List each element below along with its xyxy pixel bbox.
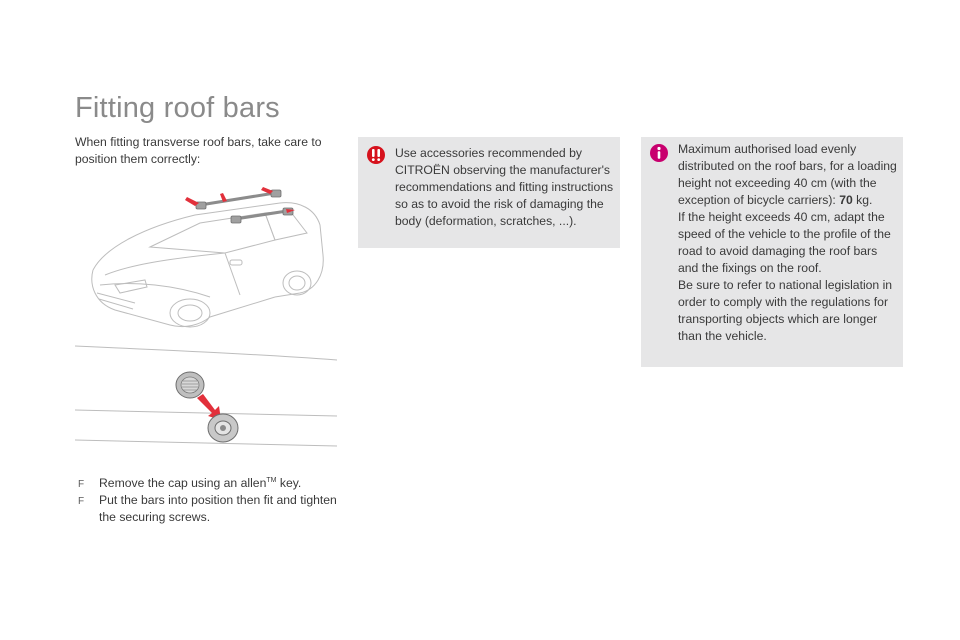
intro-text: When fitting transverse roof bars, take care to position them correctly: [75, 135, 322, 166]
info-paragraph-speed: If the height exceeds 40 cm, adapt the speed of the vehicle to the profile of the road to avoid damaging the roof bars and the fixings on the roof. [678, 210, 891, 275]
warning-text: Use accessories recommended by CITROËN observing the manufacturer's recommendations and fitting instructions so as to avoid the risk of damaging the body (deformation, scratches, ...). [395, 146, 614, 228]
info-paragraph-load [678, 141, 897, 209]
step-item [75, 492, 340, 526]
trademark-superscript: TM [266, 476, 277, 484]
warning-icon [366, 145, 386, 165]
load-value: 70 [839, 193, 853, 207]
load-unit: kg. [852, 193, 873, 207]
step-item [75, 475, 340, 492]
step-text: Put the bars into position then fit and tighten the securing screws. [99, 493, 337, 524]
car-roof-bars-illustration [75, 185, 340, 335]
info-text [678, 141, 897, 345]
load-text: Maximum authorised load evenly distributed on the roof bars, for a loading height not exceeding 40 cm (with the exception of bicycle carriers): [678, 142, 897, 207]
info-icon [649, 143, 669, 163]
step-text-end: key. [276, 476, 302, 490]
cap-removal-illustration [75, 340, 340, 455]
step-bullet-icon: F [78, 496, 85, 507]
instruction-steps [75, 475, 340, 526]
step-bullet-icon: F [78, 479, 85, 490]
page-title: Fitting roof bars [75, 92, 280, 124]
warning-box [358, 137, 620, 248]
info-paragraph-legislation: Be sure to refer to national legislation in order to comply with the regulations for transporting objects which are longer than the vehicle. [678, 278, 893, 343]
info-box [641, 137, 903, 367]
step-text: Remove the cap using an allen [99, 476, 267, 490]
